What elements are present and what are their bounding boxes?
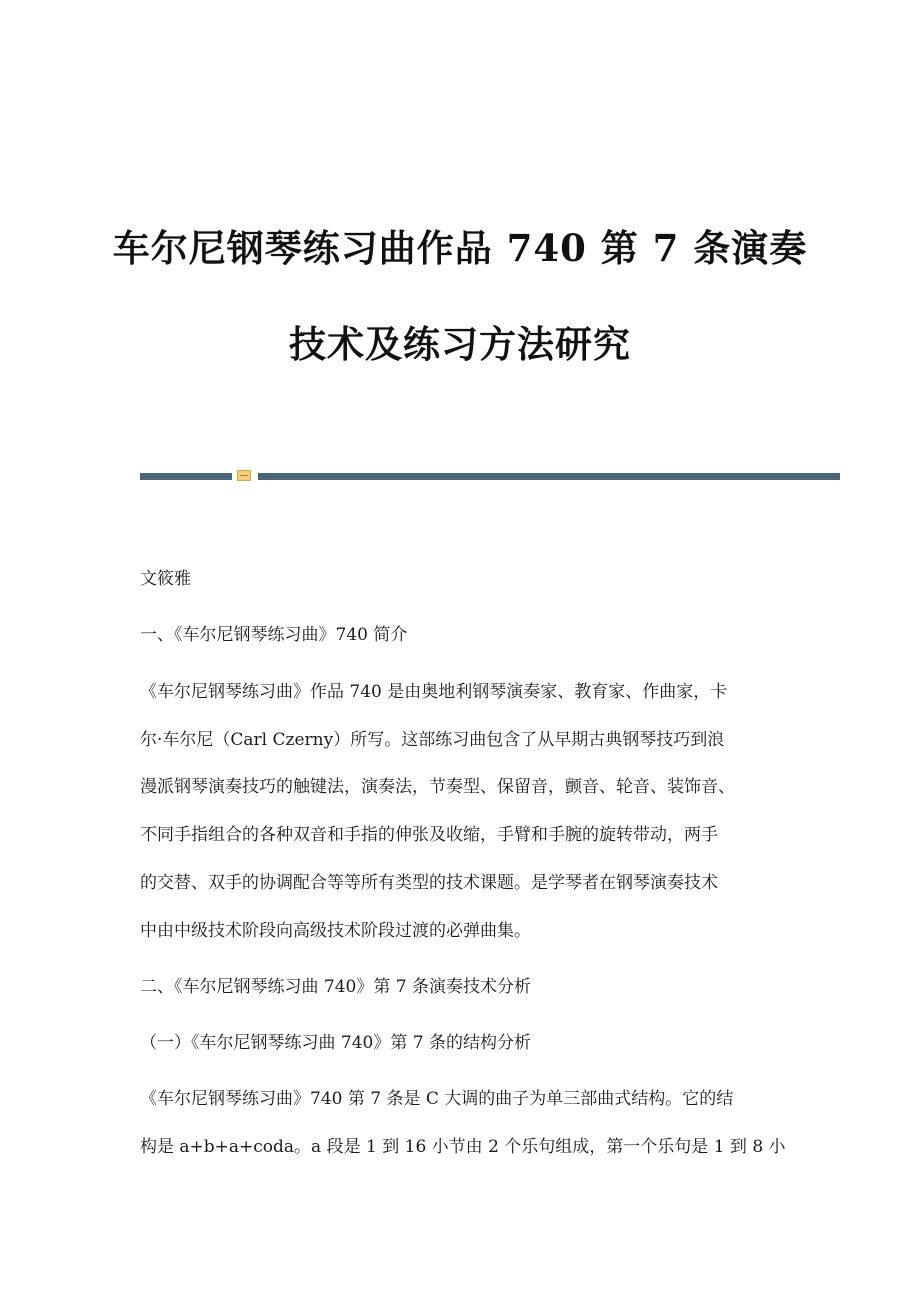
title-divider (140, 470, 840, 480)
section-1-paragraph-line: 尔·车尔尼（Carl Czerny）所写。这部练习曲包含了从早期古典钢琴技巧到浪 (140, 730, 725, 750)
section-2-paragraph-line: 构是 a+b+a+coda。a 段是 1 到 16 小节由 2 个乐句组成，第一个乐句是 1 到 8 小 (140, 1137, 786, 1157)
section-2-subheading: （一）《车尔尼钢琴练习曲 740》第 7 条的结构分析 (140, 1033, 531, 1053)
section-2-heading: 二、《车尔尼钢琴练习曲 740》第 7 条演奏技术分析 (140, 977, 531, 997)
section-2-paragraph-line: 《车尔尼钢琴练习曲》740 第 7 条是 C 大调的曲子为单三部曲式结构。它的结 (140, 1089, 734, 1109)
document-title-line-1: 车尔尼钢琴练习曲作品 740 第 7 条演奏 (112, 226, 808, 270)
document-title-line-2: 技术及练习方法研究 (289, 322, 631, 366)
divider-ornament-icon (237, 470, 251, 481)
section-1-heading: 一、《车尔尼钢琴练习曲》740 简介 (140, 625, 408, 645)
divider-bar-left (140, 473, 232, 480)
section-1-paragraph-line: 《车尔尼钢琴练习曲》作品 740 是由奥地利钢琴演奏家、教育家、作曲家，卡 (140, 682, 728, 702)
section-1-paragraph-line: 不同手指组合的各种双音和手指的伸张及收缩，手臂和手腕的旋转带动，两手 (140, 825, 718, 845)
divider-bar-right (258, 473, 840, 480)
section-1-paragraph-line: 的交替、双手的协调配合等等所有类型的技术课题。是学琴者在钢琴演奏技术 (140, 873, 718, 893)
author-name: 文筱雅 (140, 569, 191, 589)
section-1-paragraph-line: 中由中级技术阶段向高级技术阶段过渡的必弹曲集。 (140, 921, 531, 941)
section-1-paragraph-line: 漫派钢琴演奏技巧的触键法，演奏法，节奏型、保留音，颤音、轮音、装饰音、 (140, 777, 735, 797)
